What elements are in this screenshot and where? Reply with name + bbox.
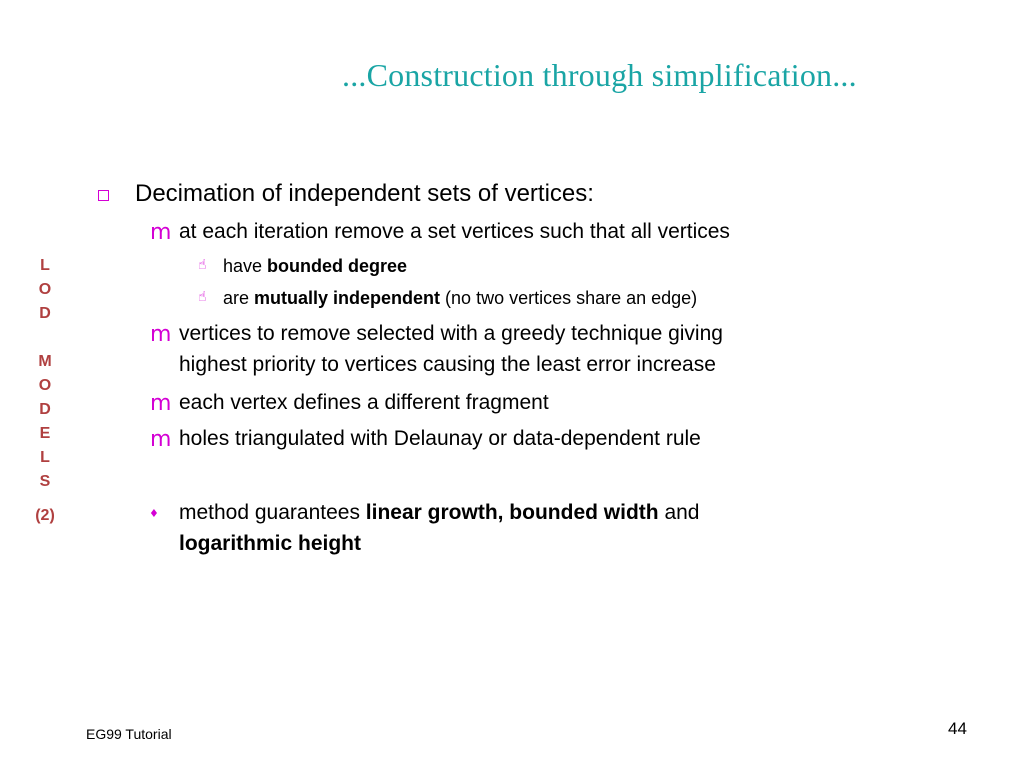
slide-title: ...Construction through simplification... <box>342 57 857 93</box>
sub1a-bold: bounded degree <box>267 256 408 276</box>
side-label-lod-models <box>28 254 62 528</box>
sub1a-text: have <box>223 256 268 276</box>
sub5-bold1: linear growth, bounded width <box>365 501 659 524</box>
footer-label: EG99 Tutorial <box>86 726 172 742</box>
side-letter: O <box>38 377 52 394</box>
bullet-main: Decimation of independent sets of vertices: <box>135 180 594 207</box>
bullet-sub1: at each iteration remove a set vertices such that all vertices <box>179 220 730 243</box>
side-letter: D <box>39 401 51 418</box>
side-letter: L <box>40 257 50 274</box>
hollow-square-bullet-icon <box>98 190 109 201</box>
side-letter: L <box>40 449 50 466</box>
sub1b-tail: (no two vertices share an edge) <box>440 288 698 308</box>
bullet-sub3: each vertex defines a different fragment <box>179 391 549 414</box>
pointing-hand-icon: ☝ <box>198 257 207 273</box>
bullet-sub2-line2: highest priority to vertices causing the least error increase <box>179 353 716 376</box>
side-letter: S <box>39 473 51 490</box>
sub5-mid: and <box>658 501 700 524</box>
sub1b-bold: mutually independent <box>254 288 441 308</box>
bullet-m-icon: m <box>150 322 172 347</box>
bullet-sub2-line1: vertices to remove selected with a greedy technique giving <box>179 322 723 345</box>
bullet-m-icon: m <box>150 427 172 452</box>
bullet-sub1b <box>223 288 697 309</box>
side-letter: O <box>38 281 52 298</box>
sub5-text: method guarantees <box>179 501 366 524</box>
sub5-bold2: logarithmic height <box>179 532 362 555</box>
page-number: 44 <box>948 719 967 738</box>
bullet-sub1a <box>223 256 407 277</box>
diamond-bullet-icon: ♦ <box>149 507 159 520</box>
side-page-ref: (2) <box>35 507 55 524</box>
bullet-sub5-line1 <box>179 501 699 525</box>
side-letter: M <box>38 353 52 370</box>
side-letter: D <box>39 305 51 322</box>
bullet-sub4: holes triangulated with Delaunay or data-dependent rule <box>179 427 701 450</box>
sub1b-text: are <box>223 288 255 308</box>
bullet-m-icon: m <box>150 220 172 245</box>
pointing-hand-icon: ☝ <box>198 289 207 305</box>
bullet-m-icon: m <box>150 391 172 416</box>
side-letter: E <box>39 425 51 442</box>
bullet-sub5-line2 <box>179 532 361 556</box>
